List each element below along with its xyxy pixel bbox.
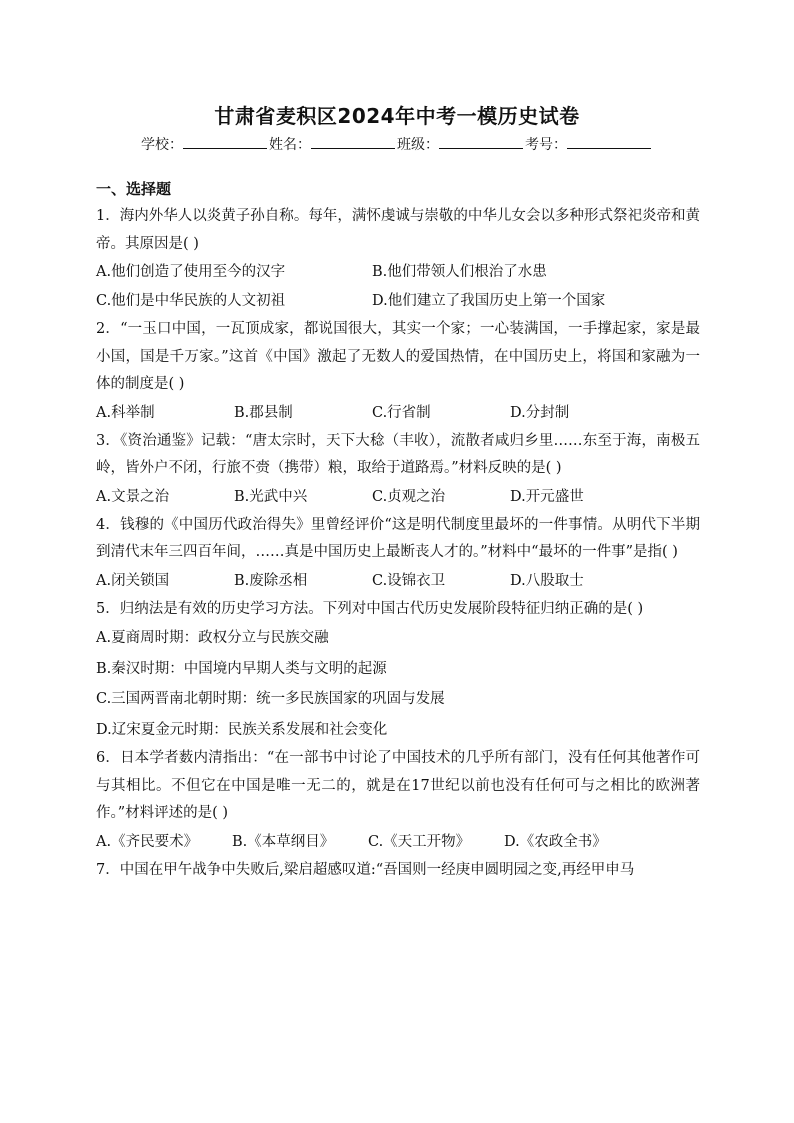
name-blank <box>311 134 395 149</box>
option-a: A.夏商周时期：政权分立与民族交融 <box>96 630 329 646</box>
option-c: C.贞观之治 <box>372 488 446 505</box>
option-a: A.《齐民要术》 <box>96 833 199 850</box>
question-6 <box>96 745 700 857</box>
option-c: C.行省制 <box>372 404 431 421</box>
option-c: C.设锦衣卫 <box>372 572 446 589</box>
exam-number-label: 考号： <box>525 137 567 153</box>
question-text: 7．中国在甲午战争中失败后,梁启超感叹道:“吾国则一经庚申圆明园之变,再经甲申马 <box>96 861 635 878</box>
option-row <box>96 258 700 287</box>
class-field <box>397 134 525 154</box>
exam-title: 甘肃省麦积区2024年中考一模历史试卷 <box>214 104 580 128</box>
student-info-row <box>0 134 794 154</box>
question-7 <box>96 857 700 885</box>
option-d: D.分封制 <box>510 404 570 421</box>
question-text: 4．钱穆的《中国历代政治得失》里曾经评价“这是明代制度里最坏的一件事情。从明代下半期到清代末年三四百年间，……真是中国历史上最断丧人才的。”材料中“最坏的一件事”是指( ) <box>96 516 700 560</box>
option-c: C.他们是中华民族的人文初祖 <box>96 293 286 309</box>
option-a: A.科举制 <box>96 404 155 421</box>
question-4 <box>96 512 700 596</box>
question-text: 5．归纳法是有效的历史学习方法。下列对中国古代历史发展阶段特征归纳正确的是( ) <box>96 600 644 617</box>
question-2 <box>96 316 700 428</box>
question-text: 1．海内外华人以炎黄子孙自称。每年，满怀虔诚与崇敬的中华儿女会以多种形式祭祀炎帝和黄帝。其原因是( ) <box>96 208 700 252</box>
question-5 <box>96 596 700 746</box>
option-b: B.废除丞相 <box>234 572 308 589</box>
option-row <box>96 828 700 857</box>
question-text: 6．日本学者薮内清指出：“在一部书中讨论了中国技术的几乎所有部门，没有任何其他著作可与其相比。不但它在中国是唯一无二的，就是在17世纪以前也没有任何可与之相比的欧洲著作。”材料评述的是( ) <box>96 750 700 821</box>
class-blank <box>439 134 523 149</box>
question-text: 3．《资治通鉴》记载：“唐太宗时，天下大稔（丰收），流散者咸归乡里……东至于海，南极五岭，皆外户不闭，行旅不赍（携带）粮，取给于道路焉。”材料反映的是( ) <box>96 432 700 476</box>
option-row <box>96 483 700 512</box>
option-a: A.文景之治 <box>96 488 170 505</box>
school-blank <box>183 134 267 149</box>
option-b: B.光武中兴 <box>234 488 308 505</box>
option-d: D.八股取士 <box>510 572 584 589</box>
exam-number-field <box>525 134 653 154</box>
exam-number-blank <box>567 134 651 149</box>
option-row <box>96 567 700 596</box>
exam-content <box>96 176 700 884</box>
question-text: 2．“一玉口中国，一瓦顶成家，都说国很大，其实一个家；一心装满国，一手撑起家，家是最小国，国是千万家。”这首《中国》激起了无数人的爱国热情，在中国历史上，将国和家融为一体的制度是( ) <box>96 321 700 392</box>
option-b: B.他们带领人们根治了水患 <box>372 264 547 280</box>
option-d: D.开元盛世 <box>510 488 584 505</box>
name-field <box>269 134 397 154</box>
class-label: 班级： <box>397 137 439 153</box>
option-row <box>96 287 700 316</box>
option-c: C.《天工开物》 <box>368 833 471 850</box>
school-field <box>141 134 269 154</box>
school-label: 学校： <box>141 137 183 153</box>
option-a: A.闭关锁国 <box>96 572 170 589</box>
name-label: 姓名： <box>269 137 311 153</box>
section-title: 一、选择题 <box>96 180 172 198</box>
option-b: B.秦汉时期：中国境内早期人类与文明的起源 <box>96 660 387 677</box>
question-1 <box>96 203 700 316</box>
option-c: C.三国两晋南北朝时期：统一多民族国家的巩固与发展 <box>96 691 445 707</box>
question-3 <box>96 428 700 512</box>
option-b: B.《本草纲目》 <box>232 833 335 850</box>
option-a: A.他们创造了使用至今的汉字 <box>96 264 286 280</box>
option-b: B.郡县制 <box>234 404 293 421</box>
option-d: D.他们建立了我国历史上第一个国家 <box>372 293 606 309</box>
option-d: D.辽宋夏金元时期：民族关系发展和社会变化 <box>96 721 388 738</box>
option-row <box>96 399 700 428</box>
option-d: D.《农政全书》 <box>504 833 607 850</box>
